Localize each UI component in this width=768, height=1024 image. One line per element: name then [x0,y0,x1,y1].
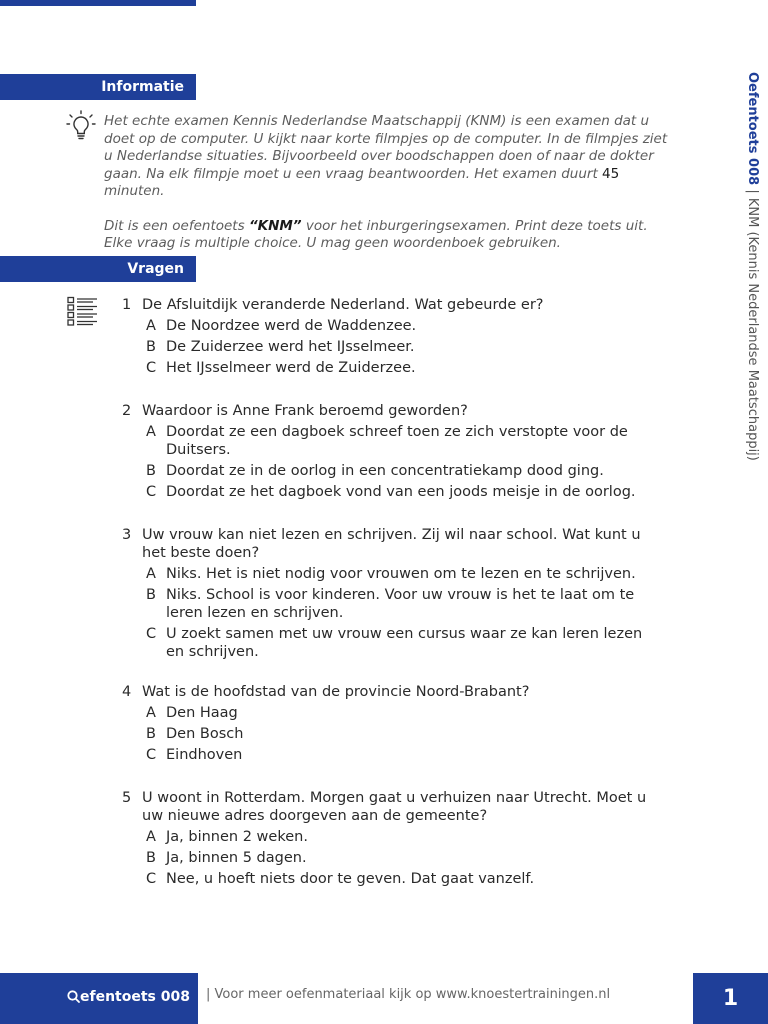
info-p1-text: Het echte examen Kennis Nederlandse Maatschappij (KNM) is een examen dat u doet op de computer. U kijkt naar korte filmpjes op de computer. In de filmpjes ziet u Nederlandse situaties. Bijvoorbeeld over boodschappen doen of naar de dokter gaan. Na elk filmpje moet u een vraag beantwoorden. Het examen duurt [104,113,668,182]
option-a [146,423,658,459]
info-p1-end: minuten. [104,183,165,199]
option-text: U zoekt samen met uw vrouw een cursus waar ze kan leren lezen en schrijven. [166,626,643,660]
option-letter: B [146,587,156,603]
option-text: Doordat ze het dagboek vond van een joods meisje in de oorlog. [166,484,636,500]
question-text: U woont in Rotterdam. Morgen gaat u verhuizen naar Utrecht. Moet u uw nieuwe adres doorgeven aan de gemeente? [142,790,647,824]
question-number: 4 [122,684,132,700]
info-paragraph-2 [104,218,674,253]
magnifier-icon [67,990,80,1003]
option-text: Doordat ze in de oorlog in een concentratiekamp dood ging. [166,463,604,479]
option-a [146,317,658,335]
info-p2-text: Dit is een oefentoets [104,217,245,234]
option-letter: A [146,424,156,440]
option-letter: C [146,360,157,376]
option-text: Niks. Het is niet nodig voor vrouwen om te lezen en te schrijven. [166,566,636,582]
option-letter: B [146,339,156,355]
option-letter: A [146,566,156,582]
option-text: Den Bosch [166,726,244,742]
question-number: 1 [122,297,132,313]
option-c [146,483,658,501]
option-text: Niks. School is voor kinderen. Voor uw vrouw is het te laat om te leren lezen en schrijven. [166,587,635,621]
footer-brand-block [0,973,198,1024]
question-number: 5 [122,790,132,806]
option-text: Het IJsselmeer werd de Zuiderzee. [166,360,416,376]
checklist-icon [67,296,99,326]
lightbulb-icon [66,110,96,142]
option-b [146,586,658,622]
option-text: Ja, binnen 5 dagen. [166,850,307,866]
footer-text: | Voor meer oefenmateriaal kijk op www.knoestertrainingen.nl [206,987,611,1002]
info-p2-end: voor het inburgeringsexamen. Print deze toets uit. Elke vraag is multiple choice. U mag geen woordenboek gebruiken. [104,217,648,251]
side-title-separator: | [745,189,760,194]
option-letter: A [146,318,156,334]
side-title-rest: KNM (Kennis Nederlandse Maatschappij) [745,197,760,461]
info-text [104,113,674,270]
side-title-bold: Oefentoets 008 [745,72,760,186]
section-header-questions: Vragen [0,256,196,282]
question-number: 3 [122,527,132,543]
option-b [146,338,658,356]
question-text: De Afsluitdijk veranderde Nederland. Wat gebeurde er? [142,297,544,313]
question-1 [118,296,658,377]
option-letter: B [146,850,156,866]
question-3 [118,526,658,661]
footer-brand: efentoets 008 [80,989,190,1005]
option-text: Ja, binnen 2 weken. [166,829,308,845]
top-accent-bar [0,0,196,6]
option-c [146,625,658,661]
option-b [146,462,658,480]
question-text: Uw vrouw kan niet lezen en schrijven. Zij wil naar school. Wat kunt u het beste doen? [142,527,641,561]
option-letter: A [146,705,156,721]
option-a [146,565,658,583]
exam-duration: 45 [602,165,620,182]
info-p2-bold: “KNM” [248,217,302,234]
option-c [146,870,658,888]
question-text: Wat is de hoofdstad van de provincie Noord-Brabant? [142,684,530,700]
option-a [146,828,658,846]
info-paragraph-1 [104,113,674,201]
option-letter: C [146,626,157,642]
section-header-info: Informatie [0,74,196,100]
option-letter: C [146,747,157,763]
option-text: De Zuiderzee werd het IJsselmeer. [166,339,415,355]
option-text: Eindhoven [166,747,243,763]
option-letter: B [146,726,156,742]
option-text: Den Haag [166,705,238,721]
option-text: Doordat ze een dagboek schreef toen ze zich verstopte voor de Duitsers. [166,424,628,458]
option-letter: C [146,871,157,887]
question-5 [118,789,658,888]
option-c [146,746,658,764]
option-b [146,725,658,743]
option-letter: A [146,829,156,845]
option-letter: B [146,463,156,479]
option-b [146,849,658,867]
page-number: 1 [693,973,768,1024]
option-a [146,704,658,722]
option-c [146,359,658,377]
question-number: 2 [122,403,132,419]
question-text: Waardoor is Anne Frank beroemd geworden? [142,403,468,419]
question-2 [118,402,658,501]
option-letter: C [146,484,157,500]
side-running-title [740,72,764,461]
question-4 [118,683,658,764]
option-text: Nee, u hoeft niets door te geven. Dat gaat vanzelf. [166,871,535,887]
option-text: De Noordzee werd de Waddenzee. [166,318,417,334]
